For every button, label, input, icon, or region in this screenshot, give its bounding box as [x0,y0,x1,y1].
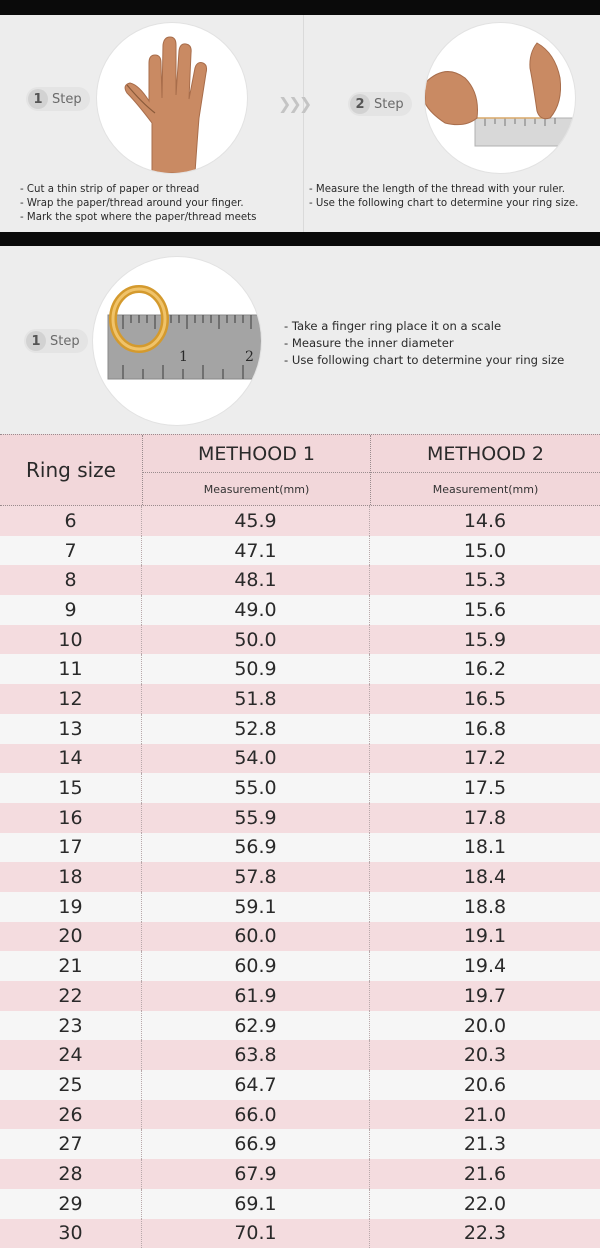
method1-value-cell: 64.7 [142,1070,370,1100]
method2-value-cell: 16.5 [370,684,600,714]
table-row [0,833,600,863]
method2-value-cell: 18.4 [370,862,600,892]
method2-title: METHOOD 2 [371,435,600,473]
method1-value-cell: 60.9 [142,951,370,981]
method1-value-cell: 50.9 [142,654,370,684]
ring-size-cell: 10 [0,625,142,655]
method2-value-cell: 21.6 [370,1159,600,1189]
table-row [0,565,600,595]
ring-size-cell: 11 [0,654,142,684]
method2-value-cell: 17.5 [370,773,600,803]
top-black-bar [0,0,600,15]
ruler-mark: 2 [245,349,254,365]
method1-subtitle: Measurement(mm) [143,473,370,505]
method1-value-cell: 45.9 [142,506,370,536]
method2-value-cell: 15.9 [370,625,600,655]
ring-size-cell: 16 [0,803,142,833]
ring-on-ruler-illustration [93,257,261,425]
table-row [0,1189,600,1219]
ring-size-cell: 15 [0,773,142,803]
ring-size-cell: 27 [0,1129,142,1159]
ring-size-cell: 7 [0,536,142,566]
table-row [0,951,600,981]
method2-value-cell: 21.3 [370,1129,600,1159]
table-row [0,1100,600,1130]
method1-value-cell: 57.8 [142,862,370,892]
instruction-line: - Use following chart to determine your ring size [284,352,564,369]
ring-size-cell: 13 [0,714,142,744]
method1-value-cell: 51.8 [142,684,370,714]
step-label: Step [52,92,82,107]
ring-size-cell: 12 [0,684,142,714]
table-row [0,1219,600,1248]
method2-value-cell: 20.3 [370,1040,600,1070]
panel-divider [303,15,304,232]
instruction-line: - Measure the length of the thread with your ruler. [309,183,578,197]
method2-subtitle: Measurement(mm) [371,473,600,505]
method1-value-cell: 50.0 [142,625,370,655]
method1-value-cell: 61.9 [142,981,370,1011]
table-body [0,506,600,1248]
ruler-hands-icon [425,23,575,173]
table-row [0,922,600,952]
method1-title: METHOOD 1 [143,435,370,473]
table-row [0,803,600,833]
table-row [0,892,600,922]
method2-value-cell: 20.6 [370,1070,600,1100]
method1-value-cell: 47.1 [142,536,370,566]
method1-value-cell: 67.9 [142,1159,370,1189]
ring-size-cell: 25 [0,1070,142,1100]
method1-value-cell: 66.0 [142,1100,370,1130]
instruction-line: - Wrap the paper/thread around your finger. [20,197,256,211]
ruler-mark: 1 [179,349,188,365]
table-row [0,862,600,892]
method1-value-cell: 56.9 [142,833,370,863]
table-row [0,1011,600,1041]
ring-size-cell: 14 [0,744,142,774]
method2-value-cell: 15.0 [370,536,600,566]
instruction-line: - Mark the spot where the paper/thread meets [20,211,256,225]
step-2-badge [348,92,412,116]
table-row [0,625,600,655]
ring-step-1-badge [24,329,88,353]
method1-value-cell: 55.0 [142,773,370,803]
ring-size-cell: 18 [0,862,142,892]
ring-size-table [0,434,600,1248]
method2-value-cell: 21.0 [370,1100,600,1130]
thread-instructions-left [20,183,256,225]
ring-size-cell: 8 [0,565,142,595]
method2-value-cell: 18.1 [370,833,600,863]
method2-value-cell: 19.4 [370,951,600,981]
ring-size-cell: 23 [0,1011,142,1041]
ring-size-cell: 30 [0,1219,142,1248]
ring-size-cell: 28 [0,1159,142,1189]
table-row [0,595,600,625]
step-number: 1 [28,89,48,109]
table-row [0,536,600,566]
ring-ruler-icon [93,257,261,425]
hand-icon [97,23,247,173]
triple-chevron-right-icon: ❯❯❯ [278,94,309,113]
method2-header [370,435,600,505]
method1-value-cell: 54.0 [142,744,370,774]
method2-value-cell: 17.8 [370,803,600,833]
step-label: Step [374,97,404,112]
step-label: Step [50,334,80,349]
method1-value-cell: 60.0 [142,922,370,952]
ring-size-cell: 17 [0,833,142,863]
method2-value-cell: 15.3 [370,565,600,595]
table-row [0,714,600,744]
thread-instructions-right [309,183,578,211]
middle-black-bar [0,232,600,246]
ring-size-cell: 24 [0,1040,142,1070]
table-header [0,434,600,506]
method2-value-cell: 16.8 [370,714,600,744]
method1-value-cell: 48.1 [142,565,370,595]
ring-size-cell: 21 [0,951,142,981]
method1-value-cell: 49.0 [142,595,370,625]
table-row [0,506,600,536]
method2-value-cell: 22.0 [370,1189,600,1219]
method2-value-cell: 15.6 [370,595,600,625]
method1-header [142,435,370,505]
method1-value-cell: 55.9 [142,803,370,833]
method1-value-cell: 66.9 [142,1129,370,1159]
instruction-line: - Take a finger ring place it on a scale [284,318,564,335]
method2-value-cell: 22.3 [370,1219,600,1248]
method1-value-cell: 63.8 [142,1040,370,1070]
method2-value-cell: 17.2 [370,744,600,774]
method1-value-cell: 59.1 [142,892,370,922]
ring-instructions [284,318,564,369]
table-row [0,1159,600,1189]
method1-value-cell: 69.1 [142,1189,370,1219]
table-row [0,1040,600,1070]
ring-size-cell: 9 [0,595,142,625]
step-number: 2 [350,94,370,114]
ring-size-cell: 20 [0,922,142,952]
step-number: 1 [26,331,46,351]
table-row [0,684,600,714]
method2-value-cell: 19.1 [370,922,600,952]
method1-value-cell: 52.8 [142,714,370,744]
table-row [0,981,600,1011]
table-row [0,1129,600,1159]
table-row [0,1070,600,1100]
ring-size-cell: 26 [0,1100,142,1130]
table-row [0,654,600,684]
ring-size-cell: 6 [0,506,142,536]
step-1-badge [26,87,90,111]
instruction-line: - Use the following chart to determine your ring size. [309,197,578,211]
method1-value-cell: 62.9 [142,1011,370,1041]
ring-size-cell: 22 [0,981,142,1011]
table-row [0,773,600,803]
ring-size-cell: 29 [0,1189,142,1219]
method2-value-cell: 16.2 [370,654,600,684]
method1-value-cell: 70.1 [142,1219,370,1248]
instruction-line: - Measure the inner diameter [284,335,564,352]
hand-illustration [97,23,247,173]
instruction-line: - Cut a thin strip of paper or thread [20,183,256,197]
method2-value-cell: 20.0 [370,1011,600,1041]
ring-size-header: Ring size [0,435,142,505]
method2-value-cell: 19.7 [370,981,600,1011]
ring-size-cell: 19 [0,892,142,922]
method2-value-cell: 14.6 [370,506,600,536]
ruler-measure-illustration [425,23,575,173]
table-row [0,744,600,774]
method2-value-cell: 18.8 [370,892,600,922]
